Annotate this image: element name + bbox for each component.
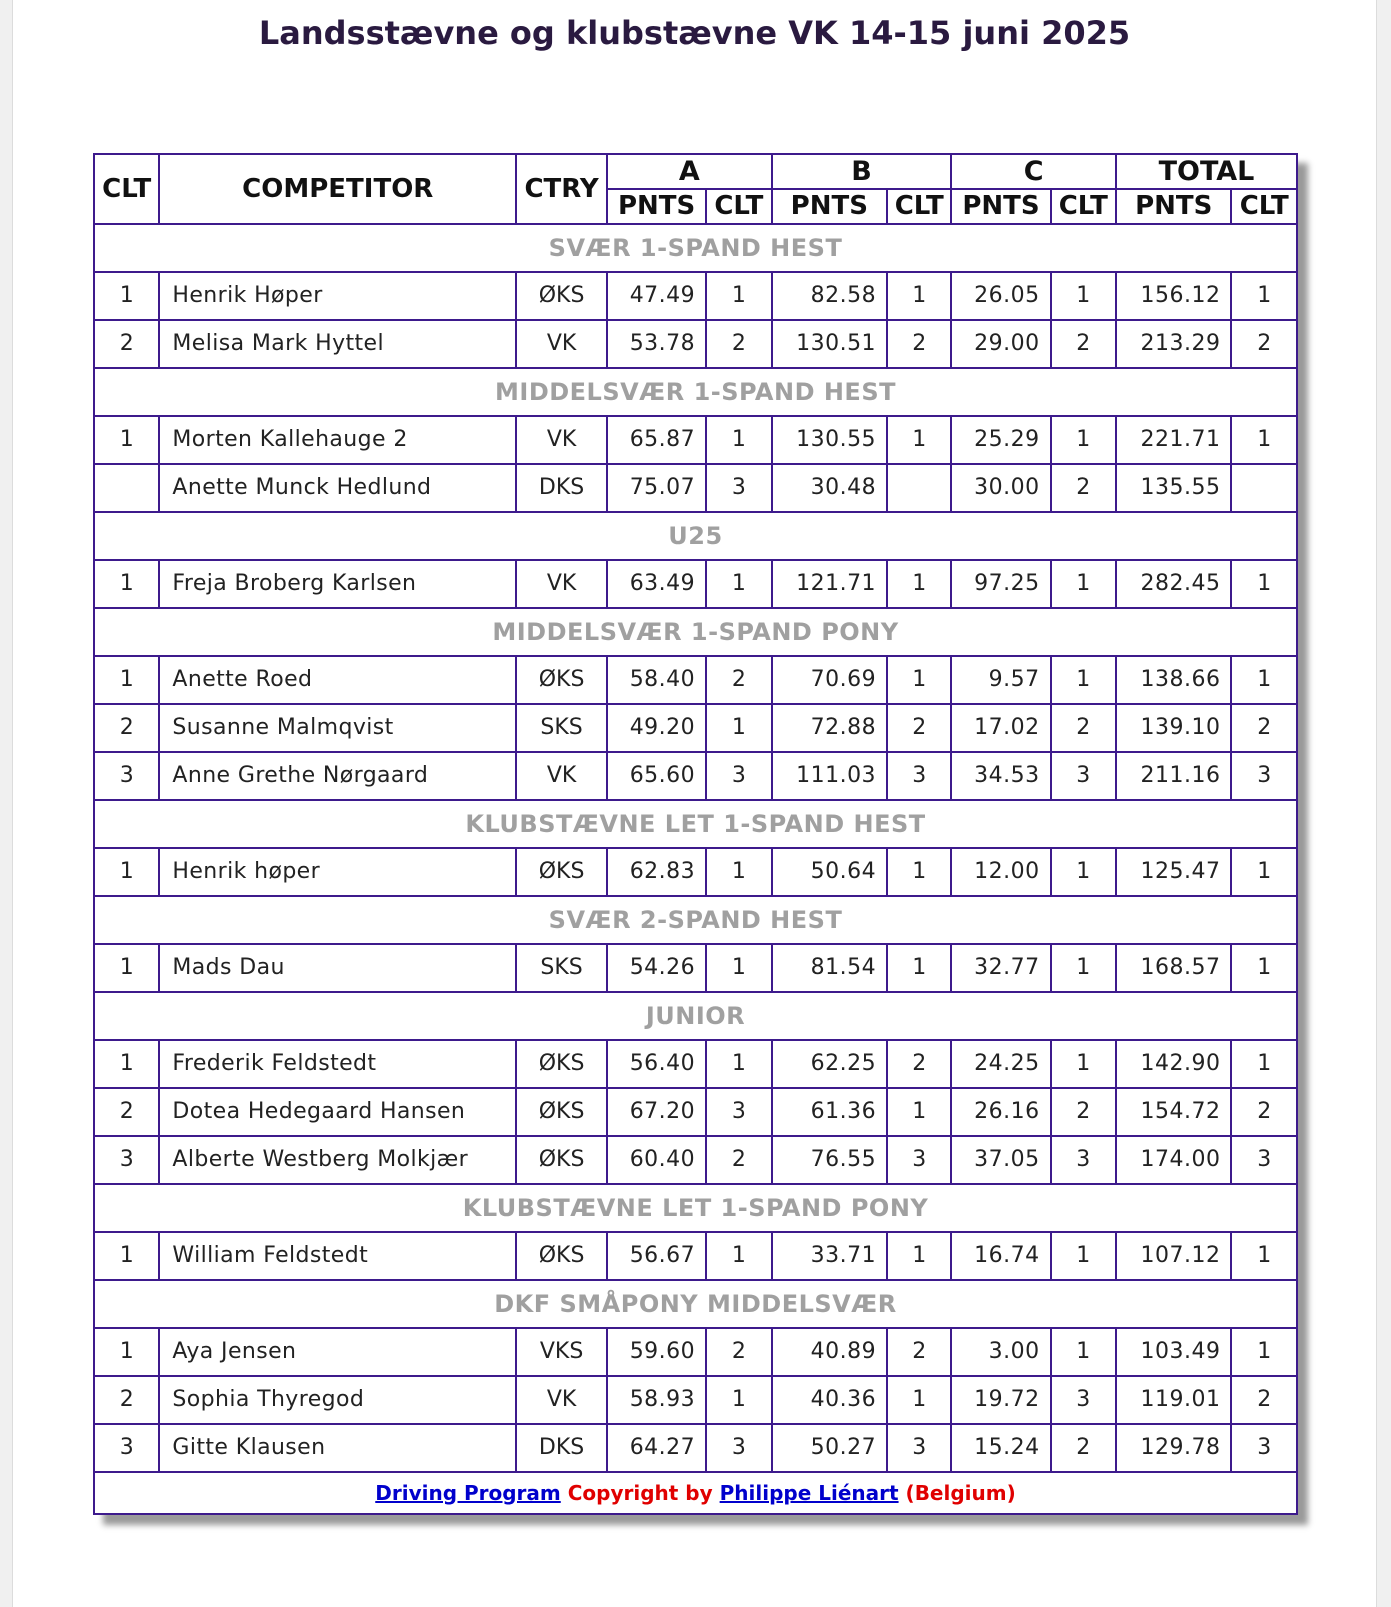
b-points: 61.36 <box>772 1088 887 1136</box>
country-code: SKS <box>516 704 607 752</box>
c-points: 30.00 <box>951 464 1050 512</box>
competitor-name: Frederik Feldstedt <box>159 1040 516 1088</box>
category-row <box>94 1280 1297 1328</box>
total-rank: 3 <box>1231 1424 1297 1472</box>
category-title: MIDDELSVÆR 1-SPAND PONY <box>94 608 1297 656</box>
row-clt: 1 <box>94 1328 159 1376</box>
competitor-name: Anne Grethe Nørgaard <box>159 752 516 800</box>
c-rank: 1 <box>1051 416 1116 464</box>
b-points: 121.71 <box>772 560 887 608</box>
c-points: 15.24 <box>951 1424 1050 1472</box>
total-rank: 1 <box>1231 1040 1297 1088</box>
competitor-name: Henrik høper <box>159 848 516 896</box>
total-rank: 1 <box>1231 656 1297 704</box>
a-rank: 1 <box>706 1040 771 1088</box>
a-rank: 1 <box>706 416 771 464</box>
country-code: ØKS <box>516 1232 607 1280</box>
header-a-clt: CLT <box>706 189 771 224</box>
page-title: Landsstævne og klubstævne VK 14-15 juni 2025 <box>258 14 1131 52</box>
category-title: MIDDELSVÆR 1-SPAND HEST <box>94 368 1297 416</box>
results-body <box>94 224 1297 1472</box>
b-rank: 2 <box>887 704 951 752</box>
table-row <box>94 272 1297 320</box>
c-rank: 3 <box>1051 1136 1116 1184</box>
row-clt: 2 <box>94 704 159 752</box>
competitor-name: Mads Dau <box>159 944 516 992</box>
header-total: TOTAL <box>1116 154 1297 189</box>
total-points: 221.71 <box>1116 416 1231 464</box>
country-code: SKS <box>516 944 607 992</box>
a-rank: 1 <box>706 1232 771 1280</box>
a-rank: 2 <box>706 656 771 704</box>
total-rank: 2 <box>1231 1376 1297 1424</box>
b-points: 70.69 <box>772 656 887 704</box>
b-rank: 1 <box>887 1232 951 1280</box>
c-points: 32.77 <box>951 944 1050 992</box>
b-rank: 1 <box>887 272 951 320</box>
c-points: 9.57 <box>951 656 1050 704</box>
total-points: 129.78 <box>1116 1424 1231 1472</box>
country-code: VK <box>516 320 607 368</box>
c-points: 17.02 <box>951 704 1050 752</box>
b-rank: 1 <box>887 848 951 896</box>
competitor-name: Anette Roed <box>159 656 516 704</box>
a-rank: 1 <box>706 704 771 752</box>
total-rank: 1 <box>1231 944 1297 992</box>
c-rank: 1 <box>1051 944 1116 992</box>
table-row <box>94 1232 1297 1280</box>
a-points: 75.07 <box>607 464 706 512</box>
c-rank: 1 <box>1051 272 1116 320</box>
category-row <box>94 608 1297 656</box>
b-points: 50.64 <box>772 848 887 896</box>
row-clt: 2 <box>94 1088 159 1136</box>
header-c: C <box>951 154 1116 189</box>
a-rank: 1 <box>706 560 771 608</box>
total-rank: 3 <box>1231 1136 1297 1184</box>
total-points: 135.55 <box>1116 464 1231 512</box>
a-points: 64.27 <box>607 1424 706 1472</box>
total-points: 119.01 <box>1116 1376 1231 1424</box>
b-points: 72.88 <box>772 704 887 752</box>
c-points: 97.25 <box>951 560 1050 608</box>
category-row <box>94 896 1297 944</box>
country-code: ØKS <box>516 656 607 704</box>
a-rank: 1 <box>706 944 771 992</box>
b-points: 30.48 <box>772 464 887 512</box>
c-points: 3.00 <box>951 1328 1050 1376</box>
header-total-pnts: PNTS <box>1116 189 1231 224</box>
country-code: ØKS <box>516 1040 607 1088</box>
total-rank: 1 <box>1231 416 1297 464</box>
row-clt: 1 <box>94 416 159 464</box>
total-points: 139.10 <box>1116 704 1231 752</box>
table-row <box>94 1088 1297 1136</box>
c-rank: 3 <box>1051 1376 1116 1424</box>
row-clt: 2 <box>94 1376 159 1424</box>
category-title: KLUBSTÆVNE LET 1-SPAND HEST <box>94 800 1297 848</box>
category-row <box>94 368 1297 416</box>
total-points: 213.29 <box>1116 320 1231 368</box>
header-ctry: CTRY <box>516 154 607 224</box>
footer-row <box>94 1472 1297 1514</box>
c-rank: 2 <box>1051 1424 1116 1472</box>
header-a: A <box>607 154 772 189</box>
table-row <box>94 1136 1297 1184</box>
header-a-pnts: PNTS <box>607 189 706 224</box>
header-b: B <box>772 154 952 189</box>
country-code: DKS <box>516 464 607 512</box>
header-c-clt: CLT <box>1051 189 1116 224</box>
table-row <box>94 848 1297 896</box>
table-row <box>94 320 1297 368</box>
c-points: 24.25 <box>951 1040 1050 1088</box>
c-rank: 2 <box>1051 320 1116 368</box>
competitor-name: William Feldstedt <box>159 1232 516 1280</box>
total-rank: 3 <box>1231 752 1297 800</box>
header-total-clt: CLT <box>1231 189 1297 224</box>
b-points: 130.55 <box>772 416 887 464</box>
a-points: 47.49 <box>607 272 706 320</box>
total-rank: 2 <box>1231 1088 1297 1136</box>
competitor-name: Dotea Hedegaard Hansen <box>159 1088 516 1136</box>
total-points: 174.00 <box>1116 1136 1231 1184</box>
total-points: 125.47 <box>1116 848 1231 896</box>
category-title: DKF SMÅPONY MIDDELSVÆR <box>94 1280 1297 1328</box>
row-clt: 1 <box>94 1232 159 1280</box>
competitor-name: Morten Kallehauge 2 <box>159 416 516 464</box>
country-code: ØKS <box>516 848 607 896</box>
b-rank: 3 <box>887 752 951 800</box>
table-row <box>94 1424 1297 1472</box>
c-rank: 2 <box>1051 704 1116 752</box>
row-clt: 1 <box>94 272 159 320</box>
table-row <box>94 704 1297 752</box>
header-clt: CLT <box>94 154 159 224</box>
country-code: ØKS <box>516 1136 607 1184</box>
c-rank: 1 <box>1051 1040 1116 1088</box>
total-points: 211.16 <box>1116 752 1231 800</box>
b-rank: 1 <box>887 656 951 704</box>
b-rank: 2 <box>887 320 951 368</box>
category-title: JUNIOR <box>94 992 1297 1040</box>
country-text: (Belgium) <box>905 1481 1016 1505</box>
country-code: ØKS <box>516 272 607 320</box>
a-points: 53.78 <box>607 320 706 368</box>
total-rank: 1 <box>1231 560 1297 608</box>
b-points: 40.89 <box>772 1328 887 1376</box>
page <box>12 0 1377 1607</box>
competitor-name: Sophia Thyregod <box>159 1376 516 1424</box>
b-rank: 3 <box>887 1424 951 1472</box>
total-points: 142.90 <box>1116 1040 1231 1088</box>
a-points: 67.20 <box>607 1088 706 1136</box>
total-points: 168.57 <box>1116 944 1231 992</box>
a-points: 65.87 <box>607 416 706 464</box>
b-points: 62.25 <box>772 1040 887 1088</box>
c-rank: 2 <box>1051 464 1116 512</box>
total-points: 154.72 <box>1116 1088 1231 1136</box>
category-row <box>94 1184 1297 1232</box>
competitor-name: Alberte Westberg Molkjær <box>159 1136 516 1184</box>
c-rank: 3 <box>1051 752 1116 800</box>
total-rank: 1 <box>1231 848 1297 896</box>
footer-credit <box>94 1472 1297 1514</box>
c-rank: 1 <box>1051 656 1116 704</box>
total-points: 107.12 <box>1116 1232 1231 1280</box>
category-title: KLUBSTÆVNE LET 1-SPAND PONY <box>94 1184 1297 1232</box>
a-points: 56.67 <box>607 1232 706 1280</box>
b-points: 81.54 <box>772 944 887 992</box>
a-points: 65.60 <box>607 752 706 800</box>
country-code: VK <box>516 752 607 800</box>
row-clt: 3 <box>94 1424 159 1472</box>
copyright-text: Copyright by <box>567 1481 713 1505</box>
a-rank: 3 <box>706 752 771 800</box>
category-row <box>94 992 1297 1040</box>
competitor-name: Aya Jensen <box>159 1328 516 1376</box>
country-code: VKS <box>516 1328 607 1376</box>
row-clt: 3 <box>94 752 159 800</box>
total-rank: 2 <box>1231 704 1297 752</box>
category-title: SVÆR 1-SPAND HEST <box>94 224 1297 272</box>
a-rank: 2 <box>706 320 771 368</box>
a-rank: 1 <box>706 272 771 320</box>
total-rank: 1 <box>1231 1232 1297 1280</box>
row-clt: 1 <box>94 944 159 992</box>
a-points: 58.93 <box>607 1376 706 1424</box>
category-row <box>94 512 1297 560</box>
a-points: 56.40 <box>607 1040 706 1088</box>
table-row <box>94 944 1297 992</box>
table-row <box>94 560 1297 608</box>
table-header <box>94 154 1297 224</box>
b-rank: 1 <box>887 1376 951 1424</box>
table-row <box>94 416 1297 464</box>
header-competitor: COMPETITOR <box>159 154 516 224</box>
competitor-name: Melisa Mark Hyttel <box>159 320 516 368</box>
a-points: 60.40 <box>607 1136 706 1184</box>
results-table <box>93 153 1298 1515</box>
b-points: 130.51 <box>772 320 887 368</box>
category-title: U25 <box>94 512 1297 560</box>
c-points: 19.72 <box>951 1376 1050 1424</box>
a-points: 49.20 <box>607 704 706 752</box>
c-rank: 1 <box>1051 848 1116 896</box>
row-clt: 2 <box>94 320 159 368</box>
row-clt: 1 <box>94 848 159 896</box>
table-row <box>94 1040 1297 1088</box>
b-rank: 1 <box>887 1088 951 1136</box>
b-points: 50.27 <box>772 1424 887 1472</box>
b-rank: 3 <box>887 1136 951 1184</box>
country-code: VK <box>516 560 607 608</box>
a-points: 62.83 <box>607 848 706 896</box>
b-points: 33.71 <box>772 1232 887 1280</box>
category-row <box>94 800 1297 848</box>
row-clt: 1 <box>94 560 159 608</box>
a-rank: 2 <box>706 1136 771 1184</box>
author-link[interactable]: Philippe Liénart <box>719 1481 899 1505</box>
row-clt <box>94 464 159 512</box>
table-row <box>94 656 1297 704</box>
country-code: VK <box>516 416 607 464</box>
row-clt: 1 <box>94 1040 159 1088</box>
header-c-pnts: PNTS <box>951 189 1050 224</box>
c-rank: 1 <box>1051 1328 1116 1376</box>
c-points: 26.16 <box>951 1088 1050 1136</box>
a-points: 63.49 <box>607 560 706 608</box>
b-rank: 1 <box>887 560 951 608</box>
c-points: 37.05 <box>951 1136 1050 1184</box>
total-rank <box>1231 464 1297 512</box>
b-rank: 1 <box>887 944 951 992</box>
b-rank: 2 <box>887 1328 951 1376</box>
b-points: 82.58 <box>772 272 887 320</box>
row-clt: 1 <box>94 656 159 704</box>
category-title: SVÆR 2-SPAND HEST <box>94 896 1297 944</box>
competitor-name: Susanne Malmqvist <box>159 704 516 752</box>
total-points: 156.12 <box>1116 272 1231 320</box>
header-b-pnts: PNTS <box>772 189 887 224</box>
b-rank: 2 <box>887 1040 951 1088</box>
header-b-clt: CLT <box>887 189 951 224</box>
c-points: 16.74 <box>951 1232 1050 1280</box>
competitor-name: Gitte Klausen <box>159 1424 516 1472</box>
table-row <box>94 1328 1297 1376</box>
c-rank: 1 <box>1051 1232 1116 1280</box>
total-rank: 1 <box>1231 272 1297 320</box>
c-points: 26.05 <box>951 272 1050 320</box>
country-code: VK <box>516 1376 607 1424</box>
a-points: 59.60 <box>607 1328 706 1376</box>
a-rank: 1 <box>706 848 771 896</box>
c-rank: 1 <box>1051 560 1116 608</box>
total-points: 282.45 <box>1116 560 1231 608</box>
table-row <box>94 464 1297 512</box>
b-points: 40.36 <box>772 1376 887 1424</box>
category-row <box>94 224 1297 272</box>
driving-program-link[interactable]: Driving Program <box>375 1481 561 1505</box>
b-rank: 1 <box>887 416 951 464</box>
c-points: 12.00 <box>951 848 1050 896</box>
table-row <box>94 752 1297 800</box>
competitor-name: Freja Broberg Karlsen <box>159 560 516 608</box>
total-rank: 2 <box>1231 320 1297 368</box>
total-points: 138.66 <box>1116 656 1231 704</box>
table-row <box>94 1376 1297 1424</box>
a-rank: 1 <box>706 1376 771 1424</box>
a-points: 54.26 <box>607 944 706 992</box>
a-rank: 3 <box>706 1424 771 1472</box>
c-points: 34.53 <box>951 752 1050 800</box>
b-points: 111.03 <box>772 752 887 800</box>
country-code: DKS <box>516 1424 607 1472</box>
competitor-name: Henrik Høper <box>159 272 516 320</box>
a-rank: 2 <box>706 1328 771 1376</box>
c-points: 29.00 <box>951 320 1050 368</box>
c-points: 25.29 <box>951 416 1050 464</box>
a-rank: 3 <box>706 464 771 512</box>
total-rank: 1 <box>1231 1328 1297 1376</box>
a-points: 58.40 <box>607 656 706 704</box>
b-rank <box>887 464 951 512</box>
c-rank: 2 <box>1051 1088 1116 1136</box>
country-code: ØKS <box>516 1088 607 1136</box>
row-clt: 3 <box>94 1136 159 1184</box>
competitor-name: Anette Munck Hedlund <box>159 464 516 512</box>
b-points: 76.55 <box>772 1136 887 1184</box>
a-rank: 3 <box>706 1088 771 1136</box>
total-points: 103.49 <box>1116 1328 1231 1376</box>
